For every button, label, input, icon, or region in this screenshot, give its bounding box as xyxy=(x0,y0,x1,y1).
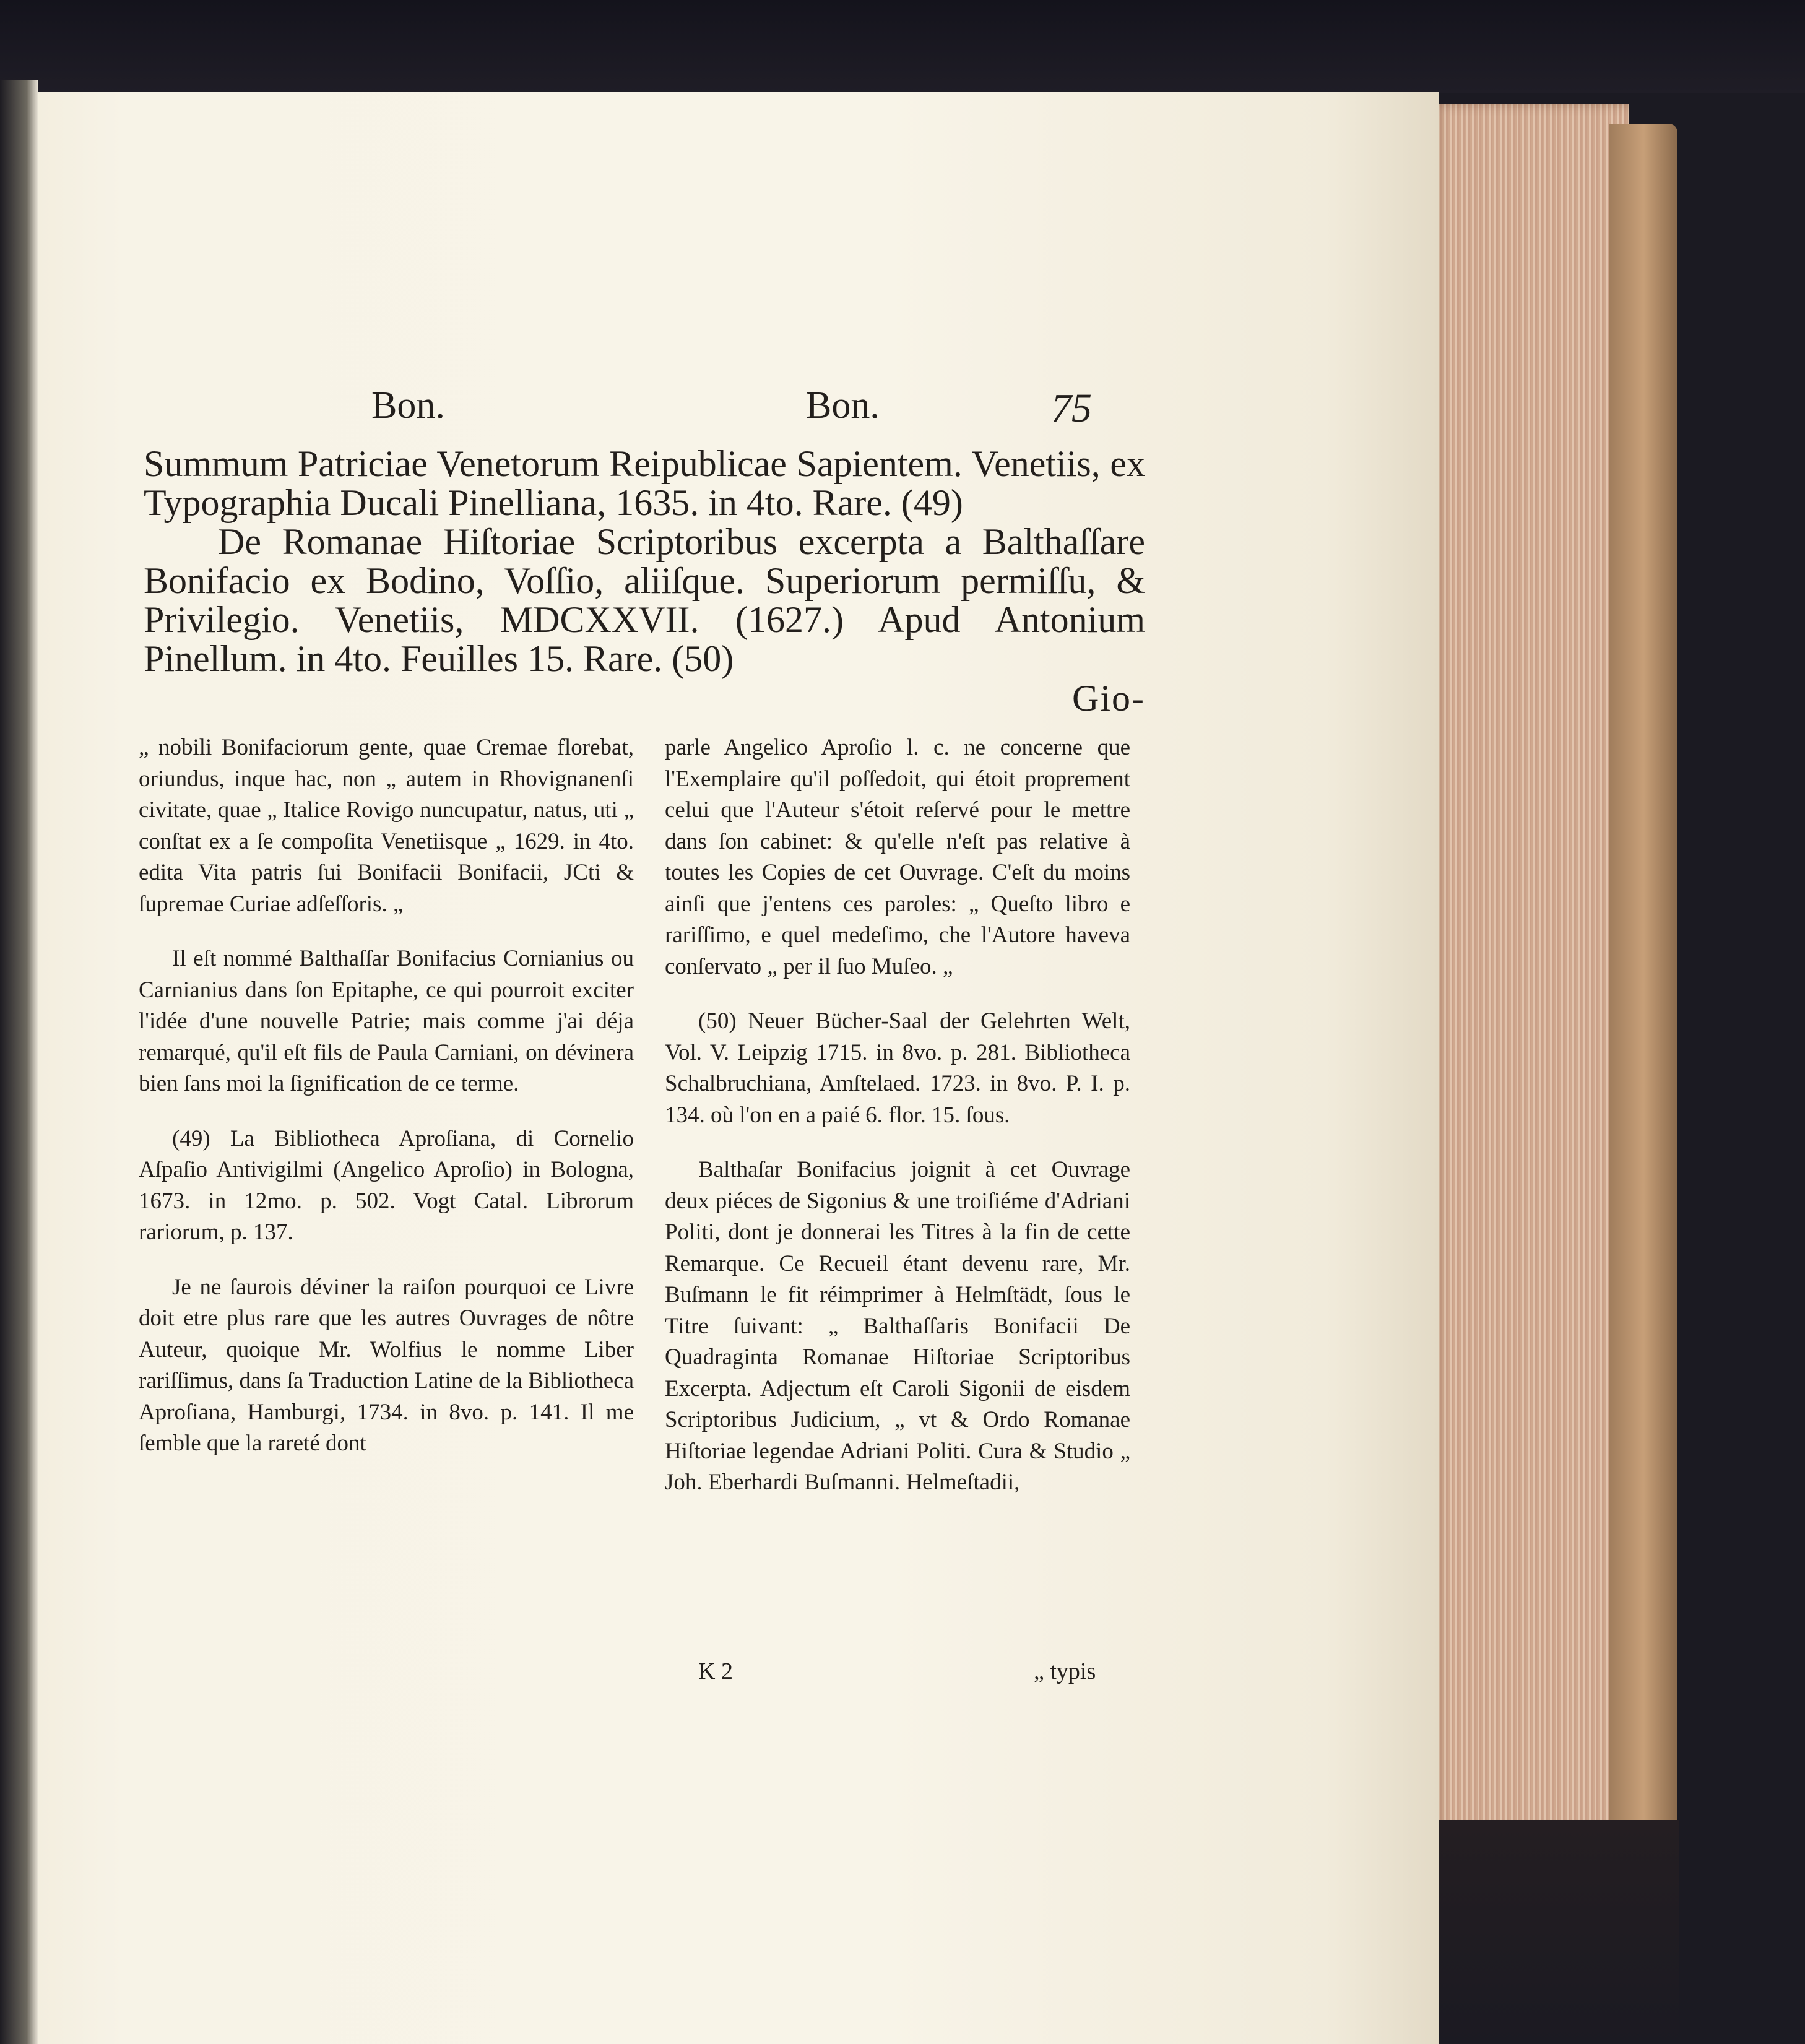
notes-left-column xyxy=(139,732,634,1483)
note-left-1: „ nobili Bonifaciorum gente, quae Cremae florebat, oriundus, inque hac, non „ autem in Rhovignanenſi civitate, quae „ Italice Rovigo nuncupatur, natus, uti „ conſtat ex a ſe compoſita Venetiisque „ 1629. in 4to. edita Vita patris ſui Bonifacii Bonifacii, JCti & ſupremae Curiae adſeſſoris. „ xyxy=(139,735,634,917)
page-number: 75 xyxy=(1051,386,1092,431)
header-center-word: Bon. xyxy=(806,384,880,427)
book-fore-edge xyxy=(1431,104,1629,1831)
entry-paragraph-1: Summum Patriciae Venetorum Reipublicae Sapientem. Venetiis, ex Typographia Ducali Pinelliana, 1635. in 4to. Rare. (49) xyxy=(144,443,1145,523)
entry-paragraph-2: De Romanae Hiſtoriae Scriptoribus excerpta a Balthaſſare Bonifacio ex Bodino, Voſſio, aliiſque. Superiorum permiſſu, & Privilegio. Venetiis, MDCXXVII. (1627.) Apud Antonium Pinellum. in 4to. Feuilles 15. Rare. (50) xyxy=(144,521,1145,679)
note-right-2: (50) Neuer Bücher-Saal der Gelehrten Welt, Vol. V. Leipzig 1715. in 8vo. p. 281. Bibliotheca Schalbruchiana, Amſtelaed. 1723. in 8vo. P. I. p. 134. où l'on en a paié 6. flor. 15. ſous. xyxy=(665,1008,1130,1128)
custos-word: „ typis xyxy=(1034,1658,1096,1684)
book-page xyxy=(38,92,1439,2044)
note-right-3: Balthaſar Bonifacius joignit à cet Ouvrage deux piéces de Sigonius & une troiſiéme d'Adriani Politi, dont je donnerai les Titres à la fin de cette Remarque. Ce Recueil étant devenu rare, Mr. Buſmann le fit réimprimer à Helmſtädt, ſous le Titre ſuivant: „ Balthaſſaris Bonifacii De Quadraginta Romanae Hiſtoriae Scriptoribus Excerpta. Adjectum eſt Caroli Sigonii de eisdem Scriptoribus Judicium, „ vt & Ordo Romanae Hiſtoriae legendae Adriani Politi. Cura & Studio „ Joh. Eberhardi Buſmanni. Helmeſtadii, xyxy=(665,1157,1130,1495)
note-left-3: (49) La Bibliotheca Aproſiana, di Cornelio Aſpaſio Antivigilmi (Angelico Aproſio) in Bologna, 1673. in 12mo. p. 502. Vogt Catal. Librorum rariorum, p. 137. xyxy=(139,1125,634,1245)
running-header xyxy=(38,378,1439,440)
book-cover-edge xyxy=(1609,124,1677,1832)
notes-right-column xyxy=(665,732,1130,1522)
scan-background xyxy=(0,0,1805,93)
facing-page-edge xyxy=(0,80,38,2044)
main-entry-text xyxy=(144,444,1145,678)
catchword: Gio- xyxy=(1072,678,1145,719)
note-left-4: Je ne ſaurois déviner la raiſon pourquoi ce Livre doit etre plus rare que les autres Ouvrages de nôtre Auteur, quoique Mr. Wolfius le nomme Liber rariſſimus, dans ſa Traduction Latine de la Bibliotheca Aproſiana, Hamburgi, 1734. in 8vo. p. 141. Il me ſemble que la rareté dont xyxy=(139,1274,634,1456)
header-left-word: Bon. xyxy=(371,384,445,427)
note-right-1: parle Angelico Aproſio l. c. ne concerne que l'Exemplaire qu'il poſſedoit, qui étoit proprement celui que l'Auteur s'étoit reſervé pour le mettre dans ſon cabinet: & qu'elle n'eſt pas relative à toutes les Copies de cet Ouvrage. C'eſt du moins ainſi que j'entens ces paroles: „ Queſto libro e rariſſimo, e quel medeſimo, che l'Autore haveva conſervato „ per il ſuo Muſeo. „ xyxy=(665,735,1130,979)
note-left-2: Il eſt nommé Balthaſſar Bonifacius Cornianius ou Carnianius dans ſon Epitaphe, ce qui pourroit exciter l'idée d'une nouvelle Patrie; mais comme j'ai déja remarqué, qu'il eſt fils de Paula Carniani, on dévinera bien ſans moi la ſignification de ce terme. xyxy=(139,946,634,1096)
book-shadow xyxy=(1431,1820,1679,2044)
signature-mark: K 2 xyxy=(698,1658,733,1684)
